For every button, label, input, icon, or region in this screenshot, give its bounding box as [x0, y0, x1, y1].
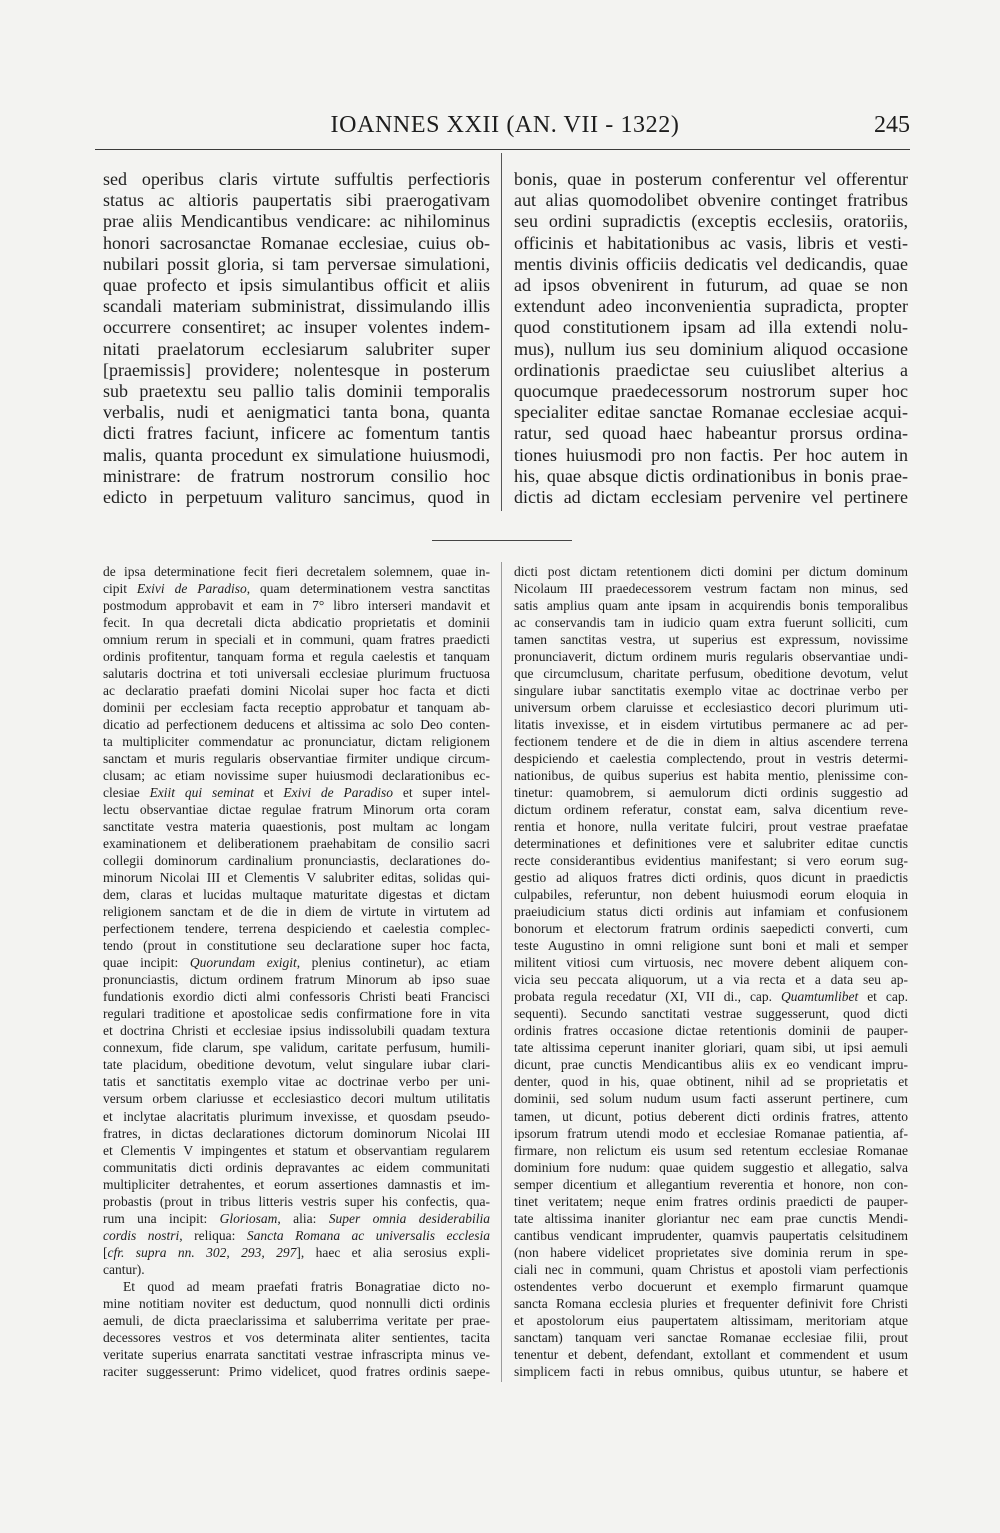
line-text: tamen, ut dicunt, potius deberent dicti ordinis fratres, attento: [514, 1108, 908, 1124]
text-line: [514, 699, 908, 716]
text-line: [514, 1176, 908, 1193]
line-text: cantibus vendicant imprudenter, quamvis paupertatis celsitudinem: [514, 1227, 908, 1243]
text-line: [514, 801, 908, 818]
text-line: [103, 869, 490, 886]
line-text: sub praetextu seu pallio talis dominii temporalis: [103, 381, 490, 402]
line-text: culpabiles, referuntur, non debent huiusmodi eorum eloquia in: [514, 887, 908, 903]
line-text: universum orbem claruisse et ecclesiastico decori plurimum uti-: [514, 700, 908, 716]
text-line: [514, 1159, 908, 1176]
text-line: [514, 1193, 908, 1210]
line-text: vicia seu peccata aliquorum, ut a via recta et a data seu ap-: [514, 972, 908, 988]
text-line: [514, 733, 908, 750]
text-line: [514, 233, 908, 254]
text-line: [103, 254, 490, 275]
text-line: [514, 190, 908, 211]
line-text: examinationem et deliberationem praehabitam de consilio sacri: [103, 836, 490, 852]
text-line: [514, 1244, 908, 1261]
roman-text: rum una incipit:: [103, 1210, 220, 1226]
footnote-separator-rule: [432, 540, 572, 541]
line-text: decessores vestros et vos determinata aliter sentientes, tacita: [103, 1329, 490, 1345]
text-line: [514, 750, 908, 767]
line-text: sanctitate vestra materia quaestionis, post multam ac longam: [103, 819, 490, 835]
line-text: ostendentes verbo docuerunt et exemplo firmarunt quamque: [514, 1278, 908, 1294]
text-line: [103, 801, 490, 818]
text-line: [103, 937, 490, 954]
text-line: [514, 1056, 908, 1073]
roman-text: et super intel-: [393, 785, 490, 801]
line-text: cantur).: [103, 1261, 145, 1277]
roman-text: ], haec et alia serosius expli-: [296, 1244, 490, 1260]
roman-text: [: [103, 1244, 108, 1260]
text-line: [103, 1090, 490, 1107]
footnote-left-column: [103, 563, 490, 1380]
line-text: seu ordini supradictis (exceptis ecclesiis, oratoriis,: [514, 211, 908, 232]
text-line: [103, 580, 490, 597]
line-text: raciter suggesserunt: Primo videlicet, quod fratres ordinis saepe-: [103, 1363, 490, 1379]
text-line: [103, 1244, 490, 1261]
text-line: [514, 665, 908, 682]
line-text: gestio ad aliquos fratres dicti ordinis, quos dicunt in praedictis: [514, 870, 908, 886]
text-line: [103, 971, 490, 988]
text-line: [103, 1039, 490, 1056]
text-line: [514, 852, 908, 869]
line-text: edicto in perpetuum valituro sancimus, quod in: [103, 487, 490, 508]
text-line: [103, 1210, 490, 1227]
line-text: dominii, sed solum nudum usum facti asserunt pertinere, cum: [514, 1091, 908, 1107]
text-line: [103, 296, 490, 317]
text-line: [514, 954, 908, 971]
text-line: [514, 1022, 908, 1039]
italic-text: cfr. supra nn. 302, 293, 297: [107, 1244, 297, 1260]
line-text: mine notitiam noviter est deductum, quod nonnulli dicti ordinis: [103, 1295, 490, 1311]
text-line: [514, 580, 908, 597]
line-text: status ac altioris paupertatis sibi praerogativam: [103, 190, 490, 211]
footnote-right-column: [514, 563, 908, 1380]
text-line: [103, 1227, 490, 1244]
line-text: nubilari possit gloria, si tam perversae simulationi,: [103, 253, 490, 274]
line-text: occurrere consentiret; ac insuper volentes indem-: [103, 317, 490, 338]
line-text: tinetur: quamobrem, si aemulorum dicti ordinis suggestio ad: [514, 785, 908, 801]
line-text: ministrare: de fratrum nostrorum consilio hoc: [103, 465, 490, 486]
main-text-column-divider: [501, 153, 502, 511]
line-text: mentis divinis officiis dedicatis vel dedicandis, quae: [514, 253, 908, 274]
line-text: his, quae absque dictis ordinationibus in bonis prae-: [514, 465, 908, 486]
line-text: pronunciastis, dictum ordinem fratrum Minorum ab ipso suae: [103, 972, 490, 988]
line-text: tate altissima ceperunt inaniter gloriari, quam sibi, ut ipsi aemuli: [514, 1040, 908, 1056]
roman-text: clesiae: [103, 785, 150, 801]
text-line: [514, 1108, 908, 1125]
text-line: [514, 631, 908, 648]
text-line: [514, 784, 908, 801]
line-text: [103, 1210, 490, 1227]
text-line: [103, 682, 490, 699]
text-line: [514, 1227, 908, 1244]
line-text: veritate superius enarrata sanctitati vestrae infrascripta minus ve-: [103, 1346, 490, 1362]
roman-text: quae incipit:: [103, 955, 190, 971]
line-text: et doctrina Christi et ecclesiae ipsius indissolubili quadam textura: [103, 1023, 490, 1039]
text-line: [514, 402, 908, 423]
roman-text: , plenius continetur), ac etiam: [296, 955, 490, 971]
line-text: militent vitiosi cum virtuosis, nec movere debent aliquem con-: [514, 955, 908, 971]
text-line: [103, 750, 490, 767]
line-text: aut alias quomodolibet obvenire continget fratribus: [514, 190, 908, 211]
line-text: bonorum et electorum fratrum ordinis saepedicti converti, cum: [514, 921, 908, 937]
text-line: [514, 1329, 908, 1346]
text-line: [103, 1176, 490, 1193]
italic-text: Sancta Romana ac universalis ecclesia: [246, 1227, 490, 1243]
line-text: [103, 954, 490, 971]
line-text: ratur, sed quoad haec habeantur prorsus ordina-: [514, 423, 908, 444]
text-line: [103, 648, 490, 665]
text-line: [103, 169, 490, 190]
text-line: [514, 1363, 908, 1380]
line-text: collegii dominorum cardinalium pronunciastis, declarationes do-: [103, 853, 490, 869]
line-text: ac conservandis tam in iudicio quam extra fuerunt solliciti, cum: [514, 615, 908, 631]
text-line: [103, 716, 490, 733]
text-line: [514, 1142, 908, 1159]
line-text: quocumque praedecessorum nostrorum super hoc: [514, 381, 908, 402]
line-text: verbalis, nudi et aenigmatici tanta bona, quanta: [103, 402, 490, 423]
line-text: postmodum approbavit et eam in 7° libro interseri mandavit et: [103, 598, 490, 614]
line-text: [103, 1244, 490, 1261]
text-line: [514, 886, 908, 903]
line-text: praeiudicium status dicti ordinis aut infamiam et confusionem: [514, 904, 908, 920]
text-line: [103, 423, 490, 444]
italic-text: Quorundam exigit: [189, 955, 297, 971]
text-line: [514, 682, 908, 699]
line-text: multipliciter detrahentes, et eorum assertiones damnastis et im-: [103, 1176, 490, 1192]
italic-text: Quamtumlibet: [781, 989, 859, 1005]
line-text: dem, claras et lucidas multaque maturitate digestas et dictam: [103, 887, 490, 903]
text-line: [103, 1159, 490, 1176]
line-text: [103, 784, 490, 801]
text-line: [514, 1295, 908, 1312]
line-text: ipsorum fratrum utendi modo et ecclesiae Romanae patientia, af-: [514, 1125, 908, 1141]
roman-text: et: [253, 785, 284, 801]
italic-text: Super omnia desiderabilia: [328, 1210, 490, 1226]
text-line: [103, 360, 490, 381]
text-line: [103, 466, 490, 487]
line-text: aemuli, de dicta praeclarissima et saluberrima veritate per prae-: [103, 1312, 490, 1328]
line-text: versum orbem clariusse et ecclesiastico decori multum utilitatis: [103, 1091, 490, 1107]
text-line: [514, 1346, 908, 1363]
text-line: [514, 971, 908, 988]
line-text: honori sacrosanctae Romanae ecclesiae, cuius ob-: [103, 232, 490, 253]
text-line: [514, 903, 908, 920]
text-line: [514, 869, 908, 886]
line-text: singulare iubar sanctitatis exemplo vitae ac doctrinae verbo per: [514, 683, 908, 699]
text-line: [103, 381, 490, 402]
line-text: tamen sanctitas vestra, ut superius est expressum, novissime: [514, 632, 908, 648]
text-line: [103, 886, 490, 903]
line-text: sed operibus claris virtute suffultis perfectioris: [103, 169, 490, 189]
italic-text: Exiit qui seminat: [149, 785, 254, 801]
line-text: ordinationis praedictae seu cuiuslibet alterius a: [514, 359, 908, 380]
text-line: [514, 360, 908, 381]
text-line: [514, 275, 908, 296]
line-text: nationibus, de quibus superius est habita mentio, plenissime con-: [514, 768, 908, 784]
text-line: [514, 466, 908, 487]
text-line: [514, 487, 908, 508]
line-text: regulari traditione et apostolicae sedis confirmatione fore in vita: [103, 1006, 490, 1022]
text-line: [103, 733, 490, 750]
line-text: sancta Romana ecclesia pluries et frequenter definivit fore Christi: [514, 1295, 908, 1311]
line-text: ordinis fratres occasione dictae retentionis dominii de pauper-: [514, 1023, 908, 1039]
line-text: clusam; ac etiam novissime super huiusmodi declarationibus ec-: [103, 768, 490, 784]
italic-text: Gloriosam: [219, 1210, 278, 1226]
line-text: et Clementis V impingentes et statum et observantiam regularem: [103, 1142, 490, 1158]
text-line: [103, 233, 490, 254]
line-text: connexum, fide clarum, spe validum, caritate perfusum, humili-: [103, 1040, 490, 1056]
text-line: [103, 767, 490, 784]
line-text: sanctam) tanquam veri sanctae Romanae ecclesiae filii, prout: [514, 1329, 908, 1345]
line-text: despiciendo et caelestia complectendo, prout in vestris determi-: [514, 751, 908, 767]
text-line: [514, 767, 908, 784]
text-line: [103, 339, 490, 360]
line-text: tendo (prout in constitutione seu declaratione super hoc facta,: [103, 938, 490, 954]
text-line: [514, 211, 908, 232]
line-text: sequenti). Secundo sanctitati vestrae suggesserunt, quod dicti: [514, 1006, 908, 1022]
roman-text: , reliqua:: [179, 1227, 247, 1243]
text-line: [514, 296, 908, 317]
text-line: [103, 1295, 490, 1312]
text-line: [103, 665, 490, 682]
line-text: dictum ordinem referatur, constat eam, salva dicentium reve-: [514, 802, 908, 818]
line-text: ta multipliciter commendatur ac pronunciatur, dictam religionem: [103, 734, 490, 750]
page-number: 245: [874, 112, 910, 138]
line-text: determinationes et definitiones vere et salubriter editae cunctis: [514, 836, 908, 852]
text-line: [514, 1312, 908, 1329]
line-text: rentia et honore, nulla veritate fulciri, prout vestrae praefatae: [514, 819, 908, 835]
line-text: specialiter editae sanctae Romanae ecclesiae acqui-: [514, 402, 908, 423]
line-text: pronunciaverit, dictum ordinem muris regularis observantiae undi-: [514, 649, 908, 665]
line-text: fectionem tendere et de die in diem in altius ascendere terrena: [514, 734, 908, 750]
roman-text: probata regula recedatur (XI, VII di., cap.: [514, 989, 781, 1005]
line-text: de ipsa determinatione fecit fieri decretalem solemnem, quae in-: [103, 564, 490, 579]
main-text-left-column: [103, 169, 490, 508]
line-text: prae aliis Mendicantibus vendicare: ac nihilominus: [103, 211, 490, 232]
text-line: [103, 835, 490, 852]
line-text: teste Augustino in omni religione sunt boni et mali et semper: [514, 938, 908, 954]
line-text: tenentur et debent, defendant, extollant et commendent et usum: [514, 1346, 908, 1362]
text-line: [103, 631, 490, 648]
italic-text: cordis nostri: [103, 1227, 180, 1243]
line-text: omnium rerum in speciali et in communi, quam fratres praedicti: [103, 632, 490, 648]
text-line: [103, 1125, 490, 1142]
line-text: et apostolorum eius paupertatem altissimam, meritoriam atque: [514, 1312, 908, 1328]
line-text: ordinis profitentur, tanquam forma et regula caelestis et tanquam: [103, 649, 490, 665]
line-text: litatis invexisse, et in eisdem virtutibus permanere ac ad per-: [514, 717, 908, 733]
line-text: fecit. In qua decretali dicta abdicatio proprietatis et dominii: [103, 615, 490, 631]
text-line: [514, 1210, 908, 1227]
line-text: scandali materiam subministrat, dissimulando illis: [103, 296, 490, 317]
italic-text: Exivi de Paradiso: [283, 785, 394, 801]
text-line: [103, 920, 490, 937]
text-line: [514, 716, 908, 733]
line-text: firmare, non relictum eis usum sed retentum ecclesiae Romanae: [514, 1142, 908, 1158]
line-text: ad ipsos obvenirent in futurum, ad quae se non: [514, 275, 908, 296]
text-line: [514, 445, 908, 466]
text-line: [103, 1056, 490, 1073]
line-text: tate placidum, obeditione devotum, velut singulare iubar clari-: [103, 1057, 490, 1073]
text-line: [103, 1363, 490, 1380]
line-text: dominium fore nudum: quae quidem suggestio et allegatio, salva: [514, 1159, 908, 1175]
line-text: minorum Nicolai III et Clementis V salubriter editas, solidas qui-: [103, 870, 490, 886]
text-line: [103, 1312, 490, 1329]
roman-text: et cap.: [858, 989, 908, 1005]
line-text: quae profecto et ipsis simulantibus officit et aliis: [103, 275, 490, 296]
line-text: salutaris doctrina et toti universali ecclesiae plurimum fructuosa: [103, 666, 490, 682]
line-text: fratres, in dictas declarationes dictorum dominorum Nicolai III: [103, 1125, 490, 1141]
line-text: bonis, quae in posterum conferentur vel offerentur: [514, 169, 908, 189]
line-text: extendunt adeo inconvenientia supradicta, propter: [514, 296, 908, 317]
line-text: ciali nec in communi, quam Christus et apostoli viam perfectionis: [514, 1261, 908, 1277]
text-line: [514, 1125, 908, 1142]
line-text: dominii per ecclesiam facta receptio approbatur et tanquam ab-: [103, 700, 490, 716]
line-text: mus), nullum ius seu dominium aliquod occasione: [514, 338, 908, 359]
text-line: [514, 648, 908, 665]
text-line: [514, 1261, 908, 1278]
text-line: [103, 1142, 490, 1159]
line-text: simplicem facti in rebus omnibus, quibus utuntur, se habere et: [514, 1363, 908, 1379]
line-text: lectu observantiae dictae regulae fratrum Minorum orta coram: [103, 802, 490, 818]
text-line: [103, 1329, 490, 1346]
text-line: [514, 1005, 908, 1022]
text-line: [103, 1278, 490, 1295]
line-text: communitatis dicti ordinis depravantes ac eidem communitati: [103, 1159, 490, 1175]
text-line: [103, 699, 490, 716]
line-text: satis amplius quam ante ipsam in acquirendis bonis temporalibus: [514, 598, 908, 614]
line-text: sanctam et muris regularis observantiae firmiter undique circum-: [103, 751, 490, 767]
text-line: [514, 1039, 908, 1056]
text-line: [103, 445, 490, 466]
line-text: [514, 988, 908, 1005]
text-line: [514, 254, 908, 275]
italic-text: Exivi de Paradiso: [136, 581, 247, 597]
text-line: [103, 1193, 490, 1210]
text-line: [103, 597, 490, 614]
text-line: [514, 1278, 908, 1295]
text-line: [514, 339, 908, 360]
line-text: [103, 580, 490, 597]
line-text: dicatio ad perfectionem deducens et altissima ac solo Deo conten-: [103, 717, 490, 733]
text-line: [514, 169, 908, 190]
line-text: tiones huiusmodi pro non factis. Per hoc autem in: [514, 444, 908, 465]
text-line: [103, 1022, 490, 1039]
text-line: [103, 563, 490, 580]
line-text: dictis ad dictam ecclesiam pervenire vel pertinere: [514, 487, 908, 508]
line-text: officinis et habitationibus ac vasis, libris et vesti-: [514, 232, 908, 253]
line-text: tate altissima inaniter gloriantur nec eam prae cunctis Mendi-: [514, 1210, 908, 1226]
line-text: Nicolaum III praedecessorem vestrum factam non minus, sed: [514, 581, 908, 597]
header-rule: [95, 149, 910, 150]
text-line: [103, 903, 490, 920]
text-line: [103, 988, 490, 1005]
footnote-column-divider: [501, 562, 502, 1382]
text-line: [514, 1090, 908, 1107]
line-text: [103, 1227, 490, 1244]
text-line: [514, 818, 908, 835]
line-text: tatis et sanctitatis exemplo vitae ac doctrinae verbo per uni-: [103, 1074, 490, 1090]
line-text: (non habere videlicet proprietates sive dominia rerum in spe-: [514, 1244, 908, 1260]
line-text: et inclytae alacritatis plurimum invexisse, et quosdam pseudo-: [103, 1108, 490, 1124]
line-text: nitati praelatorum ecclesiarum salubriter super: [103, 338, 490, 359]
line-text: [praemissis] providere; nolentesque in posterum: [103, 359, 490, 380]
text-line: [103, 818, 490, 835]
text-line: [514, 937, 908, 954]
text-line: [103, 784, 490, 801]
roman-text: cipit: [103, 581, 137, 597]
text-line: [514, 317, 908, 338]
line-text: dicunt, prae cunctis Mendicantibus aliis ex eo vendicant impru-: [514, 1057, 908, 1073]
main-text-right-column: [514, 169, 908, 508]
text-line: [103, 1346, 490, 1363]
text-line: [103, 275, 490, 296]
text-line: [103, 1005, 490, 1022]
line-text: fundationis exordio dicti almi confessoris Christi beati Francisci: [103, 989, 490, 1005]
line-text: malis, quanta procedunt ex simulatione huiusmodi,: [103, 444, 490, 465]
text-line: [103, 190, 490, 211]
line-text: Et quod ad meam praefati fratris Bonagratiae dicto no-: [123, 1278, 490, 1294]
text-line: [514, 988, 908, 1005]
text-line: [103, 852, 490, 869]
line-text: probastis (prout in tribus litteris vestris super his confectis, qua-: [103, 1193, 490, 1209]
text-line: [103, 402, 490, 423]
text-line: [103, 487, 490, 508]
line-text: tinet veritatem; neque enim fratres ordinis praedicti de pauper-: [514, 1193, 908, 1209]
line-text: que circumclusum, charitate perfusum, obeditione devotum, velut: [514, 666, 908, 682]
line-text: semper dicentium et allegantium reverentia et honore, non con-: [514, 1176, 908, 1192]
text-line: [103, 1261, 490, 1278]
text-line: [103, 954, 490, 971]
text-line: [103, 1073, 490, 1090]
text-line: [103, 1108, 490, 1125]
text-line: [103, 317, 490, 338]
line-text: perfectionem tendere, terrena despiciendo et caelestia complec-: [103, 921, 490, 937]
running-title: IOANNES XXII (AN. VII - 1322): [330, 112, 680, 138]
roman-text: , alia:: [277, 1210, 329, 1226]
text-line: [514, 1073, 908, 1090]
roman-text: , quam determinationem vestra sanctitas: [246, 581, 490, 597]
text-line: [514, 614, 908, 631]
text-line: [514, 920, 908, 937]
line-text: religionem sanctam et de die in diem de virtute in virtutem ad: [103, 904, 490, 920]
text-line: [103, 211, 490, 232]
text-line: [514, 381, 908, 402]
line-text: dicti post dictam retentionem dicti domini per dictum dominum: [514, 564, 908, 579]
line-text: recte considerantibus evidentius manifestant; si vero eorum sug-: [514, 853, 908, 869]
text-line: [514, 423, 908, 444]
text-line: [514, 835, 908, 852]
line-text: ac declaratio praefati domini Nicolai super hoc facta et dicti: [103, 683, 490, 699]
line-text: quod constitutionem ipsam ad illa extendi nolu-: [514, 317, 908, 338]
text-line: [103, 614, 490, 631]
line-text: denter, quod in his, quae obtinent, nihil ad se proprietatis et: [514, 1074, 908, 1090]
text-line: [514, 597, 908, 614]
text-line: [514, 563, 908, 580]
line-text: dicti fratres faciunt, inficere ac fomentum tantis: [103, 423, 490, 444]
